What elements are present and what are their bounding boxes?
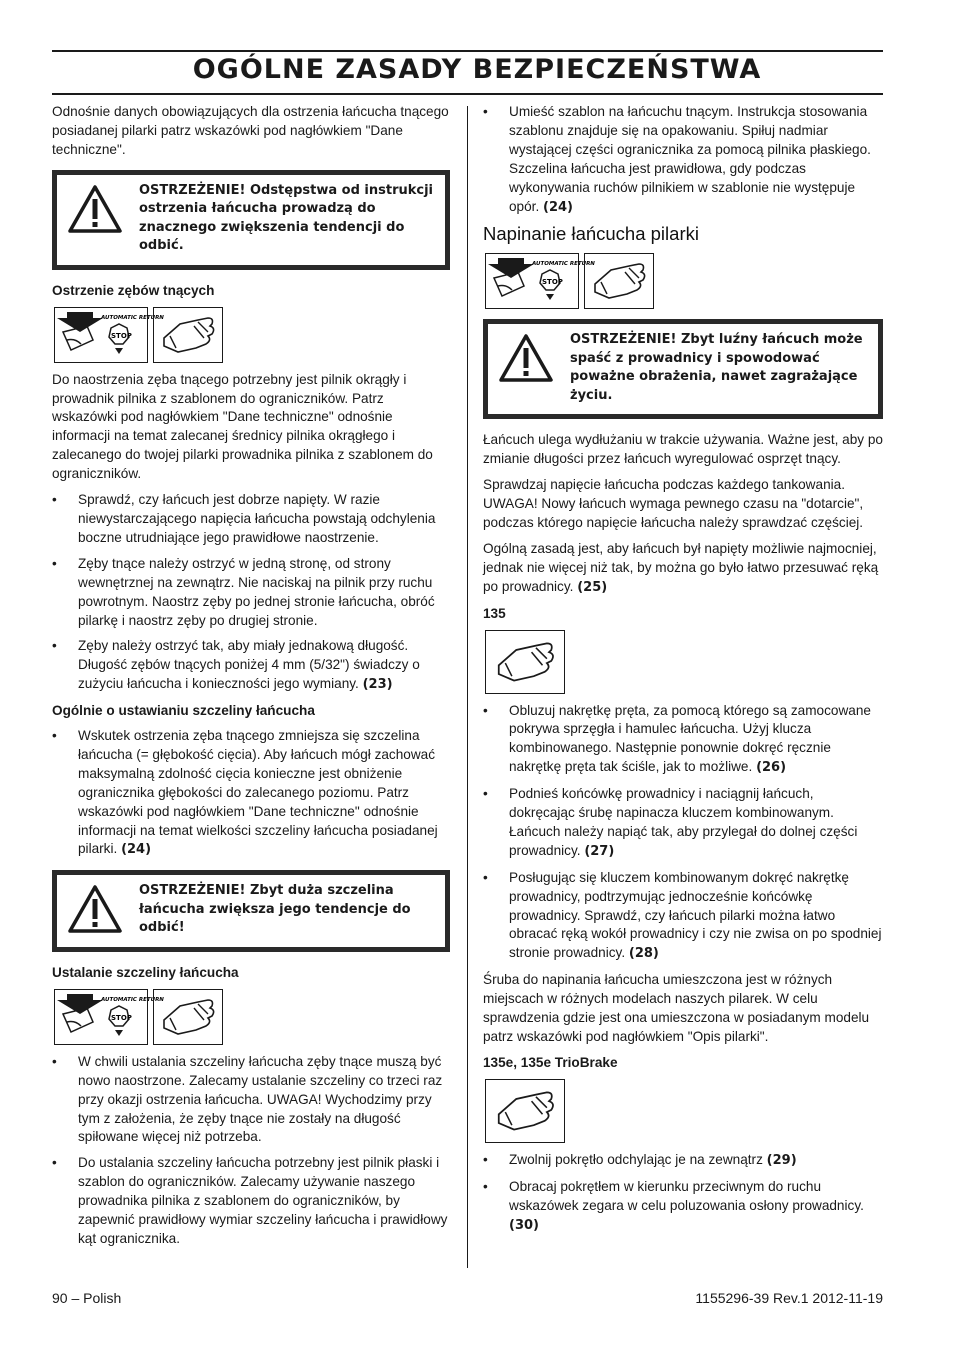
heading-sharpening-teeth: Ostrzenie zębów tnących (52, 282, 215, 298)
paragraph: Śruba do napinania łańcucha umieszczona jest w różnych miejscach w różnych modelach naszych pilarek. W celu sprawdzenia gdzie jest ona umieszczona w posiadanym modelu patrz wskazówki pod nagłówkiem "Opis pilarki". (483, 972, 870, 1044)
depth-gauge-list (52, 727, 450, 860)
figure-ref: (29) (766, 1152, 797, 1168)
svg-text:AUTOMATIC RETURN: AUTOMATIC RETURN (101, 996, 164, 1003)
list-item: • W chwili ustalania szczeliny łańcucha zęby tnące muszą być nowo naostrzone. Zalecamy ustalanie szczeliny co trzeci raz przy okazji ostrzenia łańcucha. UWAGA! Wychodzimy przy tym z założenia, że zęby tnące nie zostały na długość spiłowane więcej niż potrzeba. (52, 1053, 450, 1148)
sharpening-paragraph: Do naostrzenia zęba tnącego potrzebny jest pilnik okrągły i prowadnik pilnika z szablonem do ograniczników. Patrz wskazówki pod nagłówkiem "Dane techniczne" odnośnie informacji na temat zalecanej średnicy pilnika okrągłego i zalecanego do twojej pilarki prowadnika pilnika z szablonem do ograniczników. (52, 371, 433, 482)
figure-ref: (25) (577, 579, 608, 595)
paragraph: Sprawdzaj napięcie łańcucha podczas każdego tankowania. UWAGA! Nowy łańcuch wymaga pewnego czasu na "dotarcie", podczas którego napięcie łańcucha należy sprawdzać częściej. (483, 477, 864, 530)
model-heading: 135 (483, 605, 506, 621)
icon-row (485, 1079, 883, 1143)
intro-paragraph: Odnośnie danych obowiązujących dla ostrzenia łańcucha tnącego posiadanej pilarki patrz wskazówki pod nagłówkiem "Dane techniczne". (52, 104, 449, 157)
figure-ref: (23) (362, 677, 393, 693)
page-number: 90 – Polish (52, 1290, 122, 1306)
list-item: • Sprawdź, czy łańcuch jest dobrze napięty. W razie niewystarczającego napięcia łańcucha powstają odchylenia boczne utrudniające jego prawidłowe naostrzenie. (52, 491, 450, 548)
paragraph: Łańcuch ulega wydłużaniu w trakcie używania. Ważne jest, aby po zmianie długości przez łańcuch wyregulować osprzęt tnący. (483, 432, 883, 467)
list-item: • Zęby tnące należy ostrzyć w jedną stronę, od strony wewnętrznej na zewnątrz. Nie naciskaj na pilnik przy ruchu powrotnym. Naostrz zęby po jednej stronie łańcucha, obróć pilarkę i naostrz zęby po drugiej stronie. (52, 555, 450, 631)
list-item: • Zęby należy ostrzyć tak, aby miały jednakową długość. Długość zębów tnących poniżej 4 mm (5/32") świadczy o zużyciu łańcucha i konieczności jego wymiany. (23) (52, 637, 450, 695)
svg-text:STOP: STOP (111, 1013, 132, 1022)
warning-box-depth-gauge (52, 870, 450, 952)
svg-text:STOP: STOP (111, 331, 132, 340)
warning-triangle-icon (498, 333, 554, 383)
setting-depth-gauge-list (52, 1053, 450, 1249)
list-item: • Posługując się kluczem kombinowanym dokręć nakrętkę prowadnicy, podtrzymując jednocześnie końcówkę prowadnicy. Sprawdź, czy łańcuch pilarki można łatwo obracać ręką wokół prowadnicy i czy nie zwisa on po spodniej stronie prowadnicy. (28) (483, 869, 883, 965)
warning-text: OSTRZEŻENIE! Odstępstwa od instrukcji ostrzenia łańcucha prowadzą do znacznego zwiększenia tendencji do odbić. (139, 182, 434, 254)
warning-text: OSTRZEŻENIE! Zbyt luźny łańcuch może spaść z prowadnicy i spowodować poważne obrażenia, nawet zagrażające życiu. (570, 332, 863, 403)
tension-135-list (483, 702, 883, 965)
paragraph: Ogólną zasadą jest, aby łańcuch był napięty możliwie najmocniej, jednak nie więcej niż tak, by można go było łatwo przesuwać ręką po prowadnicy. (25) (483, 540, 879, 595)
list-item: • Umieść szablon na łańcuchu tnącym. Instrukcja stosowania szablonu znajduje się na opakowaniu. Spiłuj nadmiar wystającej części ogranicznika za pomocą pilnika płaskiego. Szczelina łańcucha jest prawidłowa, gdy podczas wykonywania ruchów pilnikiem w szablonie nie występuje opór. (24) (483, 103, 883, 217)
figure-ref: (30) (509, 1217, 539, 1233)
svg-text:AUTOMATIC RETURN: AUTOMATIC RETURN (532, 261, 595, 268)
model-heading: 135e, 135e TrioBrake (483, 1054, 618, 1070)
list-item: • Wskutek ostrzenia zęba tnącego zmniejsza się szczelina łańcucha (= głębokość cięcia). Aby łańcuch mógł zachować maksymalną zdolność cięcia konieczne jest obniżenie ogranicznika głębokości do zalecanego poziomu. Patrz wskazówki pod nagłówkiem "Dane techniczne" odnośnie informacji na temat wielkości szczeliny łańcucha posiadanej pilarki. (24) (52, 727, 450, 860)
top-rule (52, 50, 883, 52)
warning-box-kickback (52, 170, 450, 270)
tension-135e-list (483, 1151, 883, 1236)
heading-setting-depth-gauge: Ustalanie szczeliny łańcucha (52, 964, 239, 980)
figure-ref: (24) (121, 842, 152, 858)
heading-depth-gauge-general: Ogólnie o ustawianiu szczeliny łańcucha (52, 703, 315, 719)
figure-ref: (24) (543, 199, 573, 215)
glove-icon (153, 989, 223, 1045)
list-item: • Obluzuj nakrętkę pręta, za pomocą którego są zamocowane pokrywa sprzęgła i hamulec łańcucha. Użyj klucza kombinowanego. Następnie ponownie dokręć ręcznie nakrętkę pręta tak ściśle, jak to możliwe. (26) (483, 702, 883, 779)
heading-chain-tension: Napinanie łańcucha pilarki (483, 223, 699, 245)
page-title: OGÓLNE ZASADY BEZPIECZEŃSTWA (192, 54, 762, 85)
list-item: • Zwolnij pokrętło odchylając je na zewnątrz (29) (483, 1151, 883, 1171)
right-column (483, 103, 883, 1242)
column-divider (467, 106, 468, 1268)
list-item: • Podnieś końcówkę prowadnicy i naciągnij łańcuch, dokręcając śrubę napinacza kluczem kombinowanym. Łańcuch należy napiąć tak, aby przylegał do dolnej części prowadnicy. (27) (483, 785, 883, 862)
sharpening-list (52, 491, 450, 695)
icon-row (485, 253, 883, 309)
document-revision: 1155296-39 Rev.1 2012-11-19 (695, 1290, 883, 1306)
automatic-return-stop-icon (485, 253, 595, 309)
list-item: • Do ustalania szczeliny łańcucha potrzebny jest pilnik płaski i szablon do ograniczników. Zalecamy używanie naszego prowadnika pilnika z szablonem do ograniczników, by zapewnić prawidłowy wymiar szczeliny łańcucha i prawidłowy kąt ogranicznika. (52, 1154, 450, 1249)
automatic-return-stop-icon (54, 307, 164, 363)
svg-text:AUTOMATIC RETURN: AUTOMATIC RETURN (101, 314, 164, 321)
figure-ref: (27) (584, 843, 615, 859)
glove-icon (485, 630, 565, 694)
template-list (483, 103, 883, 217)
warning-text: OSTRZEŻENIE! Zbyt duża szczelina łańcucha zwiększa jego tendencje do odbić! (139, 883, 411, 936)
warning-triangle-icon (67, 884, 123, 934)
figure-ref: (26) (756, 760, 787, 776)
left-column (52, 103, 450, 1256)
automatic-return-stop-icon (54, 989, 164, 1045)
icon-row (485, 630, 883, 694)
warning-triangle-icon (67, 184, 123, 234)
icon-row (54, 989, 450, 1045)
svg-text:STOP: STOP (542, 278, 563, 287)
list-item: • Obracaj pokrętłem w kierunku przeciwnym do ruchu wskazówek zegara w celu poluzowania osłony prowadnicy. (30) (483, 1178, 883, 1236)
icon-row (54, 307, 450, 363)
glove-icon (485, 1079, 565, 1143)
glove-icon (153, 307, 223, 363)
title-rule (52, 93, 883, 95)
figure-ref: (28) (628, 946, 659, 962)
glove-icon (584, 253, 654, 309)
warning-box-loose-chain (483, 319, 883, 419)
